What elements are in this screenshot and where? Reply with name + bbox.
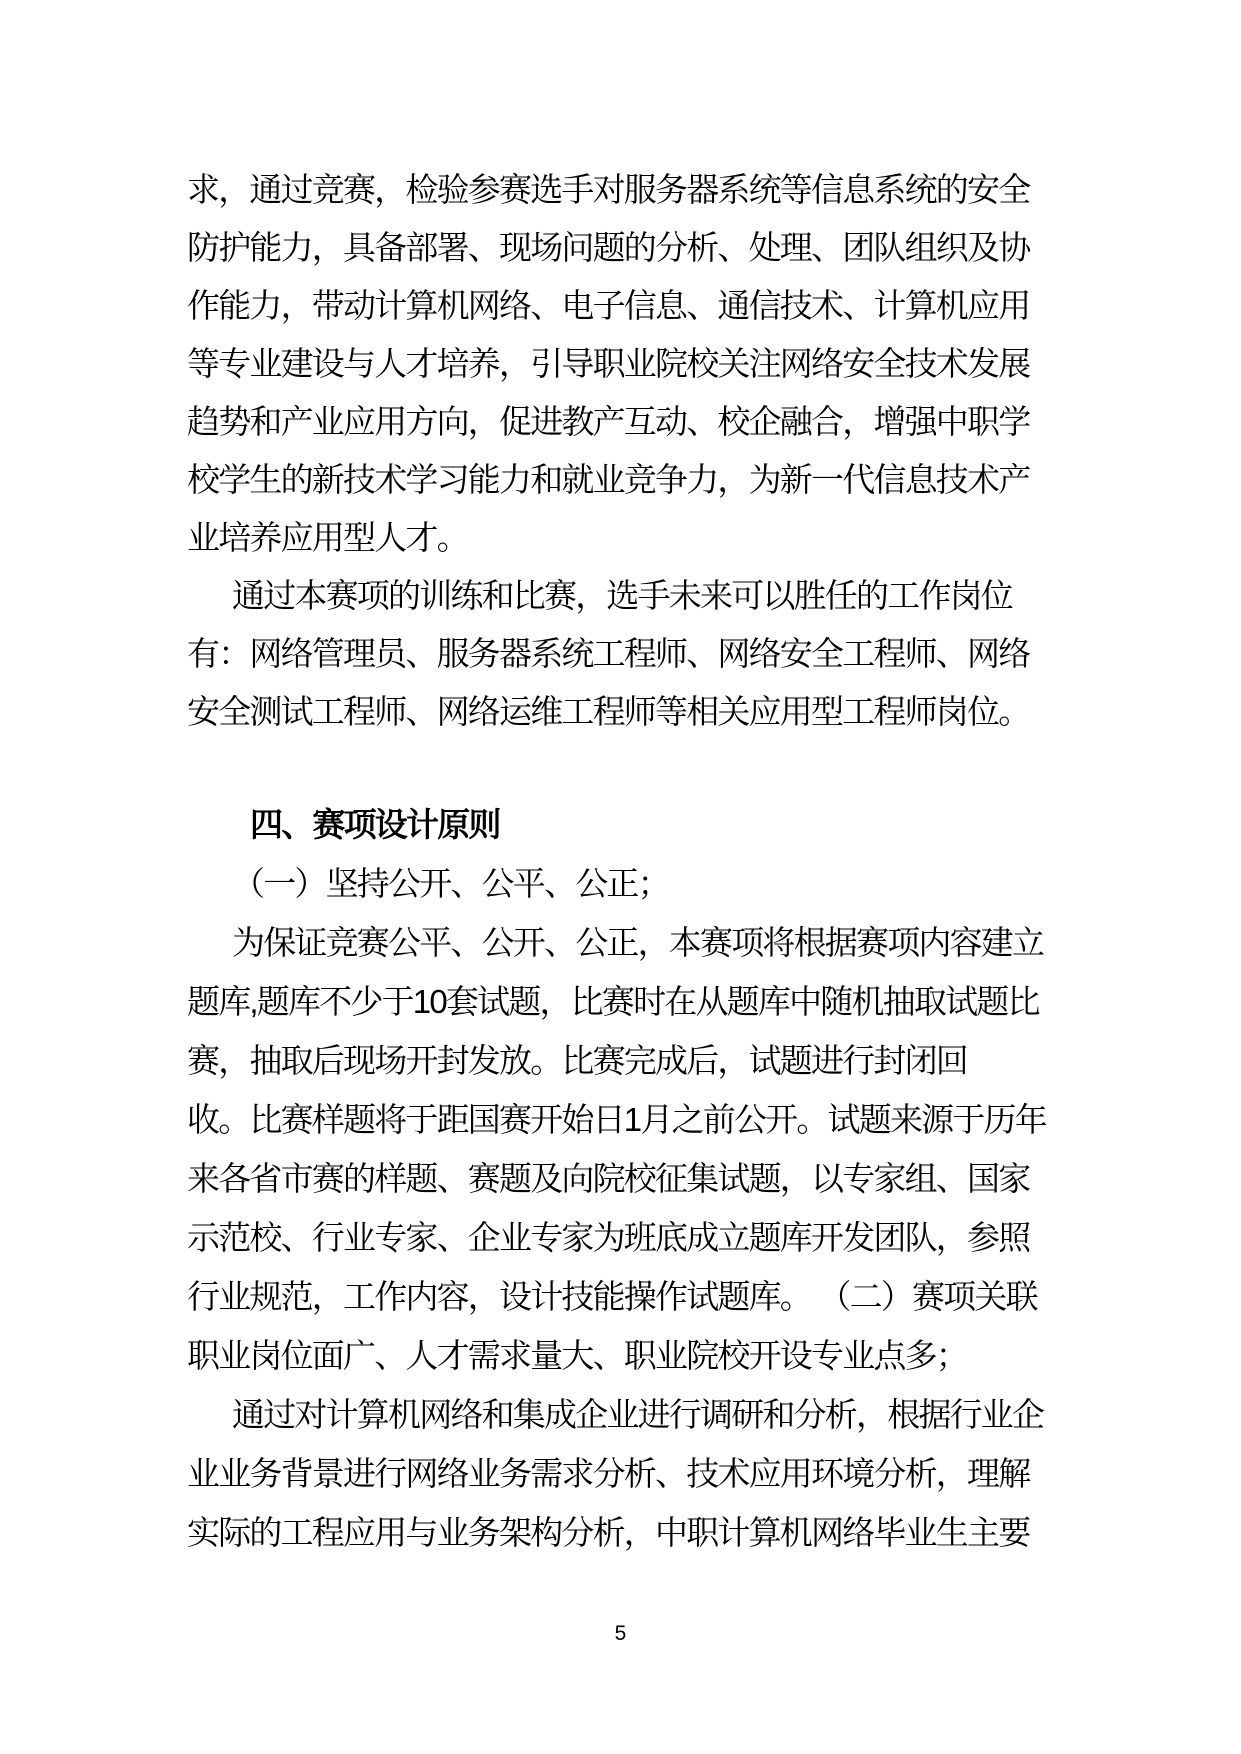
text-line: 为保证竞赛公平、公开、公正，本赛项将根据赛项内容建立 [232,924,1044,961]
text-line: 通过本赛项的训练和比赛，选手未来可以胜任的工作岗位 [232,577,1013,614]
text-line: 业培养应用型人才。 [187,519,468,556]
document-body [187,161,1107,1562]
text-line: 等专业建设与人才培养，引导职业院校关注网络安全技术发展 [187,345,1030,382]
text-line: 作能力，带动计算机网络、电子信息、通信技术、计算机应用 [187,287,1030,324]
page-number: 5 [614,1622,627,1645]
text-line: 职业岗位面广、人才需求量大、职业院校开设专业点多； [187,1337,968,1374]
text-line: 业业务背景进行网络业务需求分析、技术应用环境分析，理解 [187,1455,1030,1492]
text-line: 行业规范，工作内容，设计技能操作试题库。 （二）赛项关联 [187,1278,1037,1315]
text-line: 校学生的新技术学习能力和就业竞争力，为新一代信息技术产 [187,461,1030,498]
text-line: 来各省市赛的样题、赛题及向院校征集试题，以专家组、国家 [187,1160,1030,1197]
text-line: 安全测试工程师、网络运维工程师等相关应用型工程师岗位。 [187,693,1030,730]
section-heading: 四、赛项设计原则 [250,806,500,843]
text-line: 收。比赛样题将于距国赛开始日1月之前公开。试题来源于历年 [187,1101,1046,1138]
text-line: （一）坚持公开、公平、公正； [232,865,669,902]
text-line: 实际的工程应用与业务架构分析，中职计算机网络毕业生主要 [187,1514,1030,1551]
text-line: 求，通过竞赛，检验参赛选手对服务器系统等信息系统的安全 [187,171,1030,208]
text-line: 示范校、行业专家、企业专家为班底成立题库开发团队，参照 [187,1219,1030,1256]
text-line: 趋势和产业应用方向，促进教产互动、校企融合，增强中职学 [187,403,1030,440]
text-line: 题库,题库不少于10套试题，比赛时在从题库中随机抽取试题比 [187,983,1039,1020]
text-line: 有：网络管理员、服务器系统工程师、网络安全工程师、网络 [187,635,1030,672]
text-line: 通过对计算机网络和集成企业进行调研和分析，根据行业企 [232,1396,1044,1433]
text-line: 赛，抽取后现场开封发放。比赛完成后，试题进行封闭回 [187,1042,968,1079]
text-line: 防护能力，具备部署、现场问题的分析、处理、团队组织及协 [187,229,1030,266]
